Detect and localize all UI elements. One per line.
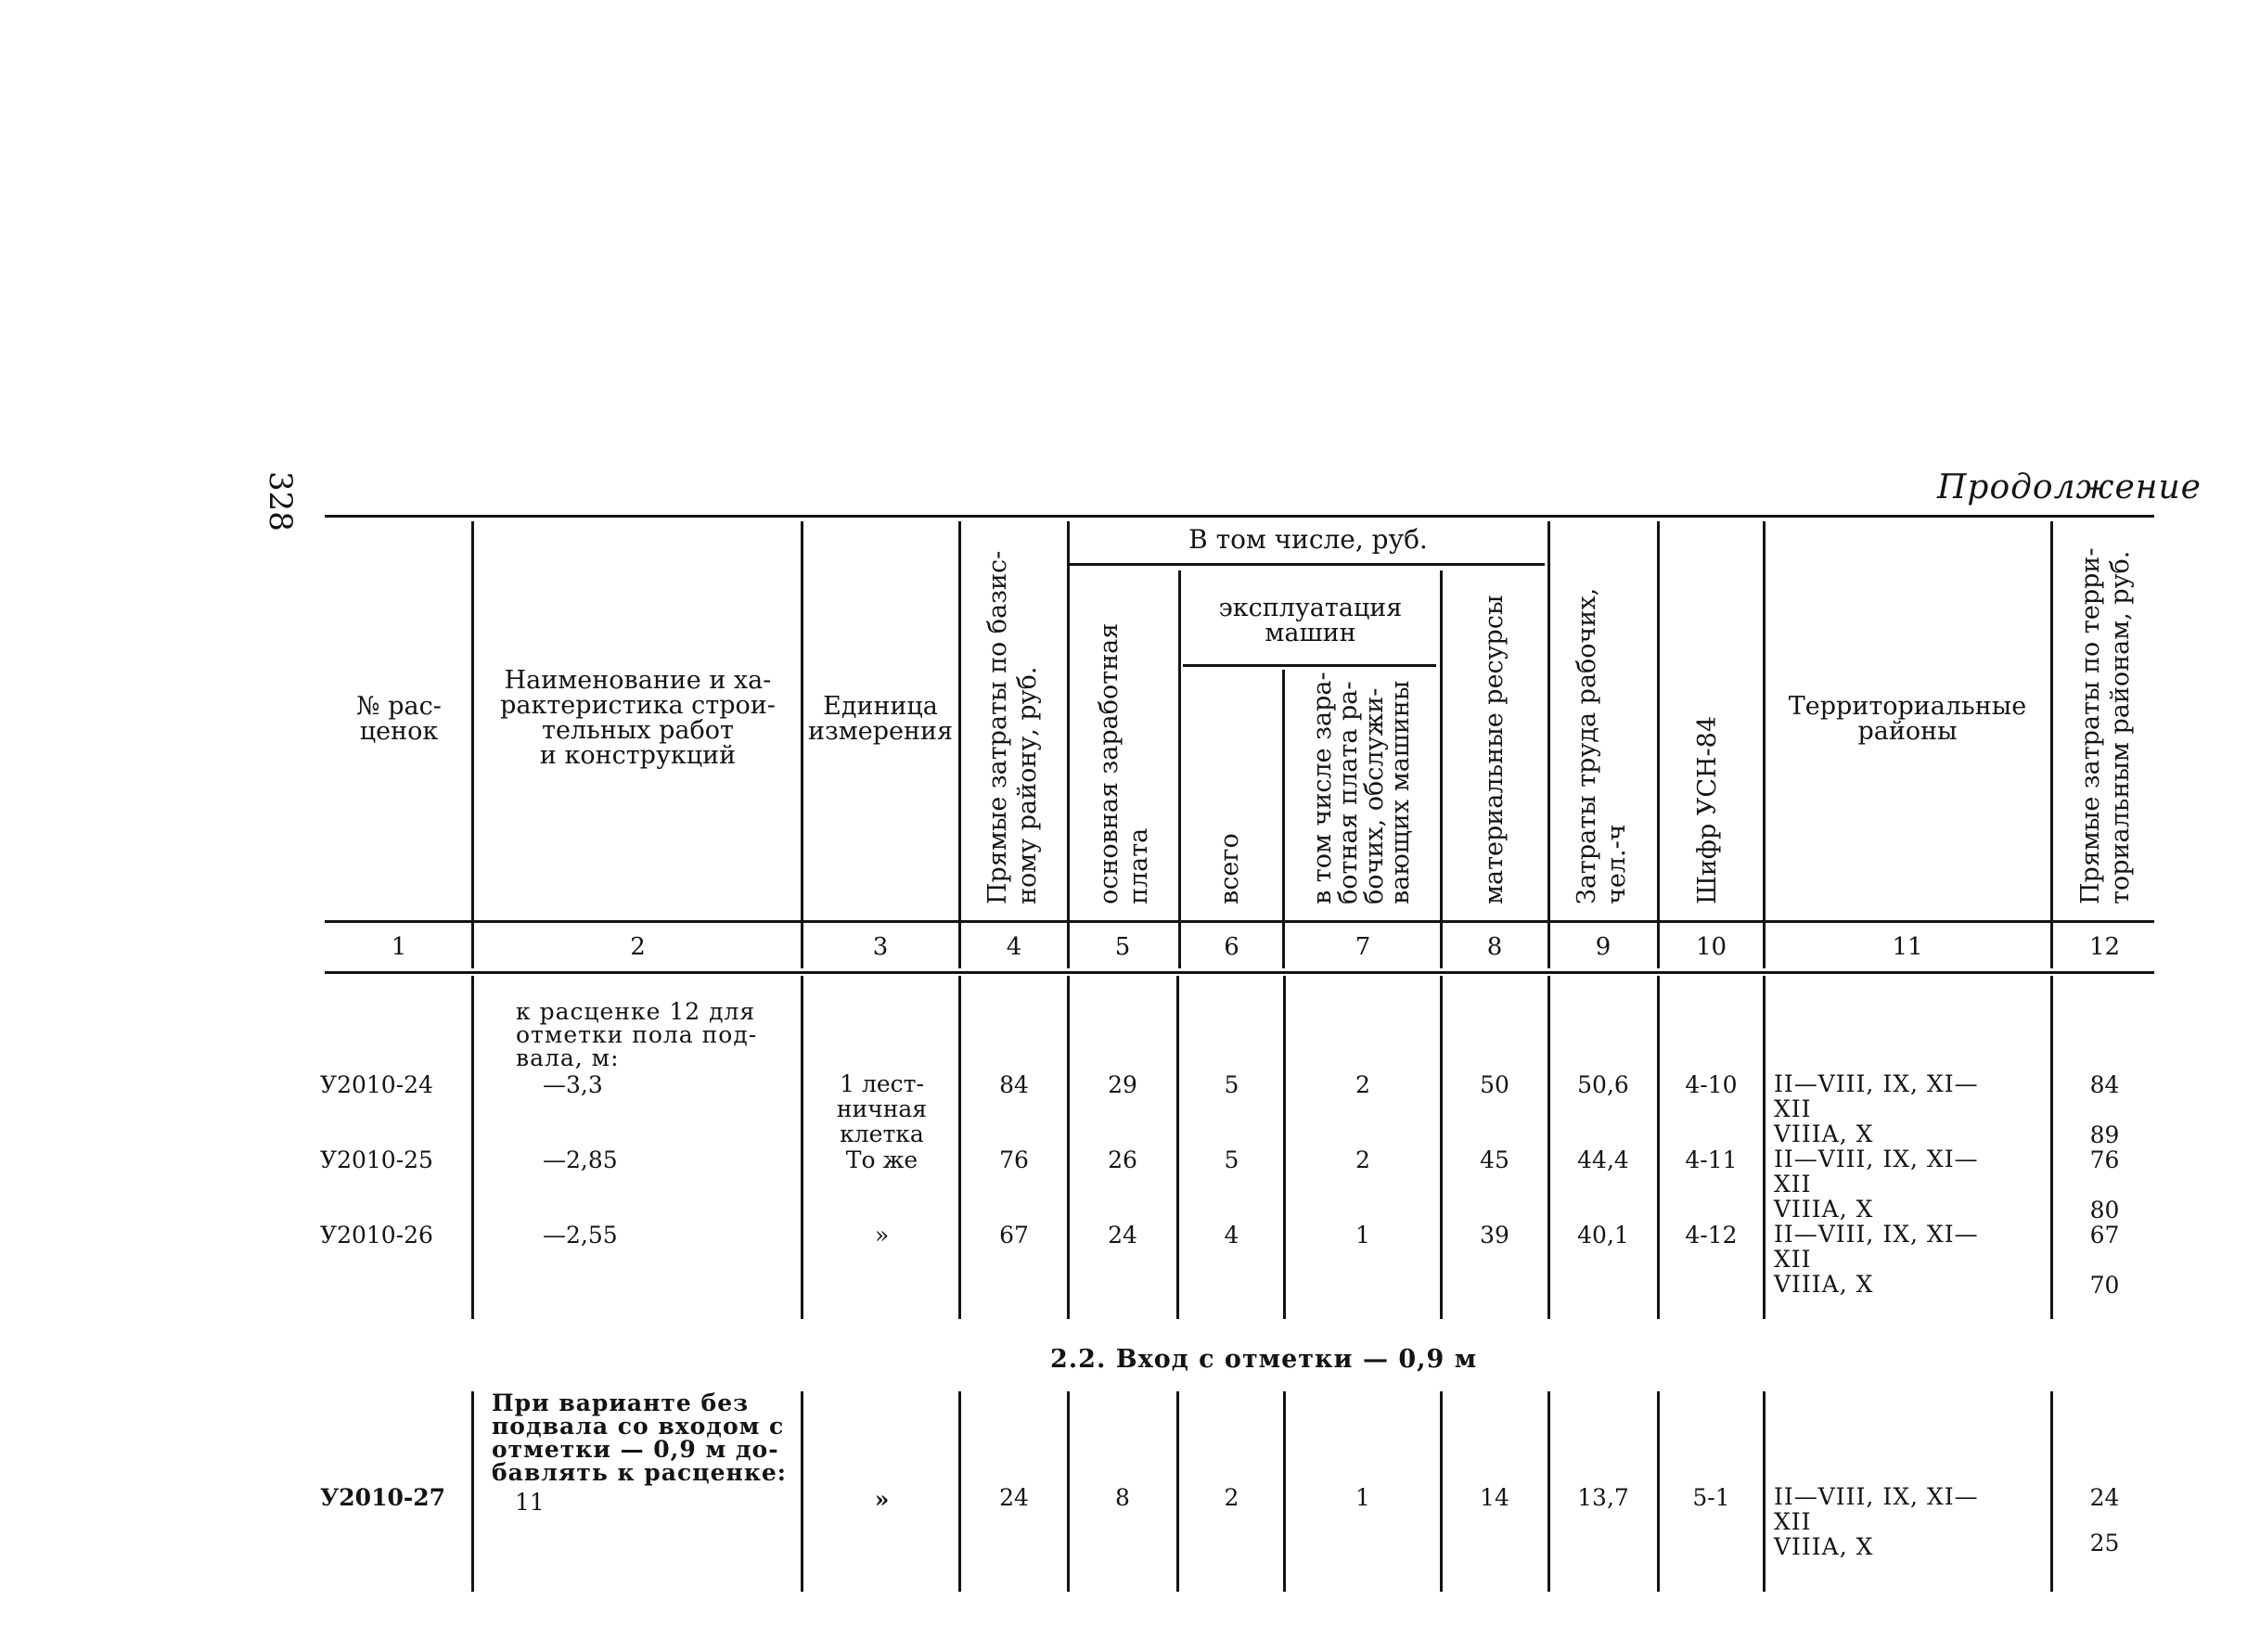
col-divider <box>1067 976 1070 1319</box>
work-name: —2,55 <box>543 1222 618 1249</box>
unit: » <box>874 1222 890 1249</box>
col-divider <box>2050 1391 2053 1592</box>
header-bottom-rule <box>325 920 2154 923</box>
column-number: 2 <box>630 933 646 961</box>
header-base-wage: основная заработная плата <box>1095 622 1153 904</box>
cell-regions: II—VIII, IX, XI— XII VIIIA, X <box>1774 1070 1979 1147</box>
rate-code: У2010-27 <box>320 1484 446 1511</box>
col-divider <box>1763 1391 1766 1592</box>
continuation-label: Продолжение <box>1937 468 2202 506</box>
header-machines-total: всего <box>1215 833 1244 904</box>
column-number: 12 <box>2088 933 2121 961</box>
work-name: 11 <box>515 1489 545 1516</box>
rate-code: У2010-24 <box>320 1071 433 1098</box>
col-divider <box>958 521 961 968</box>
header-regions: Территориальные районы <box>1788 692 2027 746</box>
col-divider <box>2050 521 2053 968</box>
rate-code: У2010-25 <box>320 1146 433 1173</box>
section2-title: 2.2. Вход с отметки — 0,9 м <box>1050 1345 1478 1374</box>
section1-intro: к расценке 12 для отметки пола под- вала, м: <box>516 998 758 1071</box>
cell-usn-code: 5-1 <box>1692 1484 1730 1511</box>
header-usn-code: Шифр УСН-84 <box>1693 715 1722 904</box>
header-direct-cost-base: Прямые затраты по базис- ному району, руб. <box>983 550 1042 904</box>
col-divider <box>1067 1391 1070 1592</box>
header-work-name: Наименование и ха- рактеристика строи- тельных работ и конструкций <box>500 666 776 770</box>
column-number: 8 <box>1486 933 1503 961</box>
header-rate-number: № рас- ценок <box>356 692 442 746</box>
col-divider <box>1440 976 1443 1319</box>
header-materials: материальные ресурсы <box>1480 595 1509 904</box>
cell-labor: 44,4 <box>1577 1146 1629 1173</box>
cell-base-wage: 8 <box>1115 1484 1130 1511</box>
cell-machines-total: 4 <box>1224 1222 1239 1249</box>
cell-usn-code: 4-11 <box>1685 1146 1738 1173</box>
header-group-incl: В том числе, руб. <box>1188 524 1428 555</box>
cell-operator-wage: 1 <box>1355 1222 1370 1249</box>
col-divider <box>1178 570 1181 968</box>
col-divider <box>1547 976 1550 1319</box>
cell-usn-code: 4-12 <box>1685 1222 1738 1249</box>
col-divider <box>1283 1391 1286 1592</box>
col-divider <box>958 1391 961 1592</box>
cell-machines-total: 5 <box>1224 1146 1239 1173</box>
cell-machines-total: 2 <box>1224 1484 1239 1511</box>
cell-materials: 14 <box>1480 1484 1509 1511</box>
col-divider <box>1176 1391 1179 1592</box>
cell-regions: II—VIII, IX, XI— XII VIIIA, X <box>1774 1221 1979 1298</box>
col-divider <box>1657 1391 1660 1592</box>
cell-materials: 39 <box>1480 1222 1509 1249</box>
column-number: 11 <box>1892 933 1923 961</box>
col-divider <box>1547 521 1550 968</box>
header-labor-cost: Затраты труда рабочих, чел.-ч <box>1573 587 1631 904</box>
col-divider <box>1763 976 1766 1319</box>
col-divider <box>801 1391 803 1592</box>
cell-labor: 13,7 <box>1577 1484 1629 1511</box>
group-rule-machines <box>1183 664 1436 667</box>
col-divider <box>1440 1391 1443 1592</box>
cell-region-cost: 76 <box>2089 1146 2120 1173</box>
col-divider <box>1657 976 1660 1319</box>
cell-materials: 50 <box>1480 1071 1509 1098</box>
col-divider <box>1547 1391 1550 1592</box>
cell-direct-cost: 67 <box>999 1222 1029 1249</box>
cell-labor: 50,6 <box>1577 1071 1629 1098</box>
cell-regions: II—VIII, IX, XI— XII VIIIA, X <box>1774 1146 1979 1223</box>
col-divider <box>471 521 474 968</box>
cell-operator-wage: 2 <box>1355 1071 1370 1098</box>
section2-intro: При варианте без подвала со входом с отметки — 0,9 м до- бавлять к расценке: <box>492 1389 788 1486</box>
table-top-rule <box>325 515 2154 518</box>
cell-operator-wage: 2 <box>1355 1146 1370 1173</box>
cell-region-cost: 67 <box>2089 1222 2120 1249</box>
numbers-bottom-rule <box>325 971 2154 974</box>
unit-stairwell: 1 лест- ничная клетка <box>836 1070 928 1147</box>
column-number: 9 <box>1595 933 1612 961</box>
col-divider <box>2050 976 2053 1319</box>
cell-region-cost: 80 <box>2089 1197 2120 1223</box>
header-group-machines: эксплуатация машин <box>1218 594 1403 647</box>
col-divider <box>1657 521 1660 968</box>
column-number: 6 <box>1224 933 1239 961</box>
column-number: 3 <box>872 933 889 961</box>
col-divider <box>801 521 803 968</box>
group-rule-incl <box>1067 563 1545 566</box>
column-number: 4 <box>1006 933 1022 961</box>
unit: » <box>874 1486 890 1513</box>
col-divider <box>471 976 474 1319</box>
cell-direct-cost: 84 <box>999 1071 1029 1098</box>
page-number: 328 <box>262 471 299 531</box>
work-name: —2,85 <box>543 1146 618 1173</box>
col-divider <box>1176 976 1179 1319</box>
col-divider <box>1763 521 1766 968</box>
cell-region-cost: 84 <box>2089 1071 2120 1098</box>
cell-direct-cost: 76 <box>999 1146 1029 1173</box>
header-machine-operator-wage: в том числе зара- ботная плата ра- бочих, обслужи- вающих машины <box>1308 672 1415 904</box>
col-divider <box>801 976 803 1319</box>
cell-usn-code: 4-10 <box>1685 1071 1738 1098</box>
cell-materials: 45 <box>1480 1146 1509 1173</box>
cell-region-cost: 25 <box>2089 1530 2120 1556</box>
col-divider <box>1067 521 1070 968</box>
work-name: —3,3 <box>543 1071 603 1098</box>
header-direct-cost-regions: Прямые затраты по терри- ториальным районам, руб. <box>2076 547 2135 904</box>
cell-region-cost: 89 <box>2089 1121 2120 1148</box>
cell-region-cost: 70 <box>2089 1272 2120 1299</box>
column-number: 1 <box>391 933 407 961</box>
col-divider <box>1282 670 1285 968</box>
unit: То же <box>845 1146 918 1173</box>
cell-base-wage: 29 <box>1108 1071 1137 1098</box>
cell-base-wage: 26 <box>1108 1146 1137 1173</box>
col-divider <box>958 976 961 1319</box>
header-unit: Единица измерения <box>808 692 953 746</box>
cell-region-cost: 24 <box>2089 1484 2120 1511</box>
cell-direct-cost: 24 <box>999 1484 1029 1511</box>
rate-code: У2010-26 <box>320 1222 433 1249</box>
cell-labor: 40,1 <box>1577 1222 1629 1249</box>
col-divider <box>1283 976 1286 1319</box>
cell-machines-total: 5 <box>1224 1071 1239 1098</box>
cell-operator-wage: 1 <box>1355 1484 1370 1511</box>
col-divider <box>1440 570 1443 968</box>
col-divider <box>471 1391 474 1592</box>
cell-base-wage: 24 <box>1108 1222 1137 1249</box>
column-number: 5 <box>1114 933 1131 961</box>
column-number: 10 <box>1695 933 1727 961</box>
cell-regions: II—VIII, IX, XI— XII VIIIA, X <box>1774 1483 1979 1560</box>
column-number: 7 <box>1355 933 1371 961</box>
